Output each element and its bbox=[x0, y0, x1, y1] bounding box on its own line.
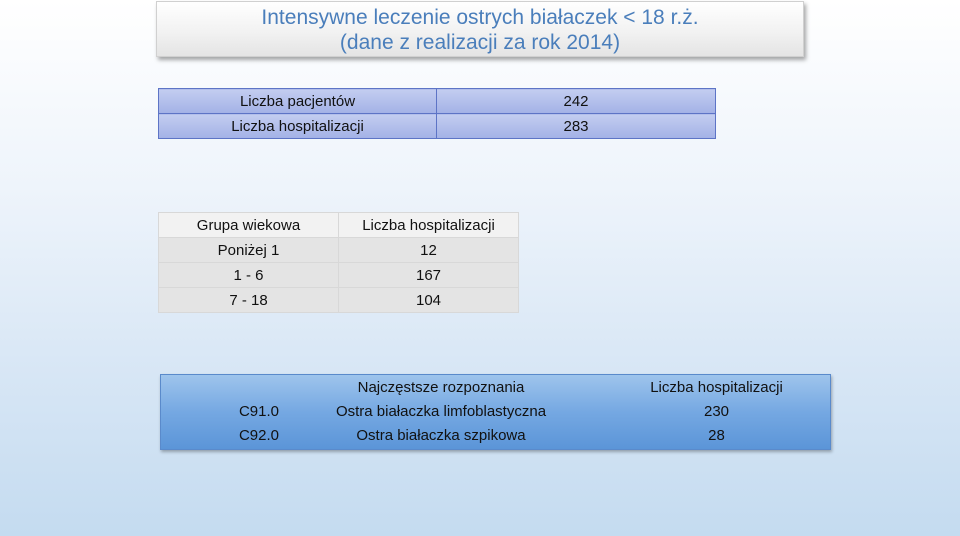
diagnosis-code-cell: C91.0 bbox=[238, 402, 279, 420]
hospitalization-count-cell: 104 bbox=[339, 288, 519, 313]
column-header-diagnosis: Najczęstsze rozpoznania bbox=[357, 378, 525, 396]
diagnosis-count-cell: 28 bbox=[708, 426, 725, 444]
title-box bbox=[156, 1, 804, 57]
column-header-hospitalizations: Liczba hospitalizacji bbox=[650, 378, 783, 396]
diagnosis-name-cell: Ostra białaczka limfoblastyczna bbox=[335, 402, 547, 420]
age-group-cell: 7 - 18 bbox=[159, 288, 339, 313]
table-header-row bbox=[159, 213, 519, 238]
summary-label-patients: Liczba pacjentów bbox=[159, 89, 437, 114]
title-line-2: (dane z realizacji za rok 2014) bbox=[339, 31, 621, 54]
summary-value-hospitalizations: 283 bbox=[437, 114, 716, 139]
summary-table bbox=[158, 88, 716, 139]
table-row bbox=[161, 399, 830, 423]
title-line-1: Intensywne leczenie ostrych białaczek < 18 r.ż. bbox=[261, 6, 699, 29]
table-header-row bbox=[161, 375, 830, 399]
table-row bbox=[159, 114, 716, 139]
diagnosis-table bbox=[161, 375, 830, 447]
table-row bbox=[159, 89, 716, 114]
age-group-cell: Poniżej 1 bbox=[159, 238, 339, 263]
hospitalization-count-cell: 167 bbox=[339, 263, 519, 288]
diagnosis-count-cell: 230 bbox=[703, 402, 730, 420]
diagnosis-code-cell: C92.0 bbox=[238, 426, 279, 444]
summary-value-patients: 242 bbox=[437, 89, 716, 114]
table-row bbox=[161, 423, 830, 447]
table-row bbox=[159, 238, 519, 263]
age-group-cell: 1 - 6 bbox=[159, 263, 339, 288]
summary-label-hospitalizations: Liczba hospitalizacji bbox=[159, 114, 437, 139]
diagnosis-table-panel bbox=[160, 374, 831, 450]
hospitalization-count-cell: 12 bbox=[339, 238, 519, 263]
table-row bbox=[159, 263, 519, 288]
column-header-hospitalizations: Liczba hospitalizacji bbox=[339, 213, 519, 238]
diagnosis-name-cell: Ostra białaczka szpikowa bbox=[356, 426, 526, 444]
age-group-table bbox=[158, 212, 519, 313]
table-row bbox=[159, 288, 519, 313]
column-header-code bbox=[161, 375, 279, 399]
column-header-age-group: Grupa wiekowa bbox=[159, 213, 339, 238]
